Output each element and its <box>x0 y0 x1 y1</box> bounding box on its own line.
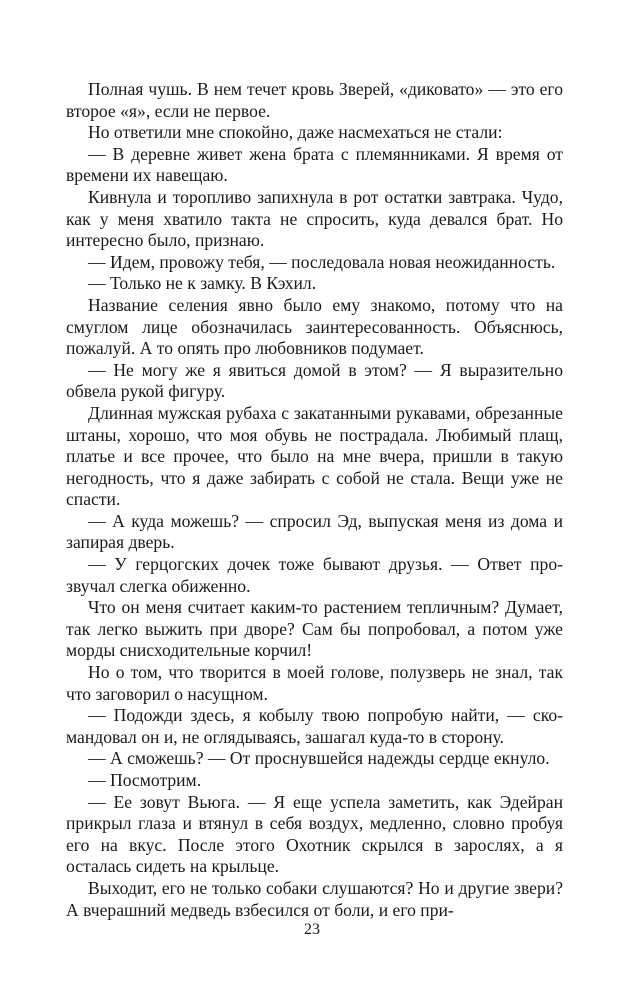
paragraph: — А сможешь? — От проснувшейся надежды сердце екнуло. <box>88 748 550 769</box>
paragraph: Но о том, что творится в моей голове, полузверь не знал, так что заговорил о насущном. <box>66 662 563 704</box>
paragraph: Кивнула и торопливо запихнула в рот остатки завтрака. Чудо, как у меня хватило такта не спросить, куда девался брат. Но интересно было, признаю. <box>66 186 563 251</box>
paragraph: — Подожди здесь, я кобылу твою попробую найти, — скомандовал он и, не оглядываясь, зашагал куда-то в сторону. <box>66 705 563 747</box>
paragraph: — В деревне живет жена брата с племянниками. Я время от времени их навещаю. <box>66 143 563 186</box>
paragraph: — Ее зовут Вьюга. — Я еще успела заметить, как Эдейран прикрыл глаза и втянул в себя воздух, медленно, словно пробуя его на вкус. После этого Охотник скрылся в зарослях, а я осталась сидеть на крыльце. <box>66 791 563 877</box>
paragraph: Выходит, его не только собаки слушаются? Но и другие звери? А вчерашний медведь взбесился от боли, и его при- <box>66 877 563 920</box>
paragraph: — Только не к замку. В Кэхил. <box>88 273 317 294</box>
paragraph: — А куда можешь? — спросил Эд, выпуская меня из дома и запирая дверь. <box>66 510 563 553</box>
paragraph: Полная чушь. В нем течет кровь Зверей, «диковато» — это его второе «я», если не первое. <box>66 79 563 121</box>
paragraph: — Посмотрим. <box>88 770 202 790</box>
paragraph: Длинная мужская рубаха с закатанными рукавами, обрезанные штаны, хорошо, что моя обувь не пострадала. Любимый плащ, платье и все прочее, что было на мне вчера, пришли в такую негодность, что я даже забирать с собой не стала. Вещи уже не спасти. <box>66 402 563 510</box>
paragraph: — Идем, провожу тебя, — последовала новая неожиданность. <box>88 251 556 272</box>
page-text <box>66 79 563 921</box>
paragraph: Но ответили мне спокойно, даже насмехаться не стали: <box>88 122 503 143</box>
page-number: 23 <box>304 921 320 938</box>
paragraph: — Не могу же я явиться домой в этом? — Я выразительно обвела рукой фигуру. <box>66 359 563 402</box>
paragraph: Название селения явно было ему знакомо, потому что на смуглом лице обозначилась заинтересованность. Объяснюсь, пожалуй. А то опять про любовников подумает. <box>66 294 563 359</box>
paragraph: — У герцогских дочек тоже бывают друзья. — Ответ прозвучал слегка обиженно. <box>66 554 563 596</box>
paragraph: Что он меня считает каким-то растением тепличным? Думает, так легко выжить при дворе? Сам бы попробовал, а потом уже морды снисходительные корчил! <box>66 597 563 661</box>
